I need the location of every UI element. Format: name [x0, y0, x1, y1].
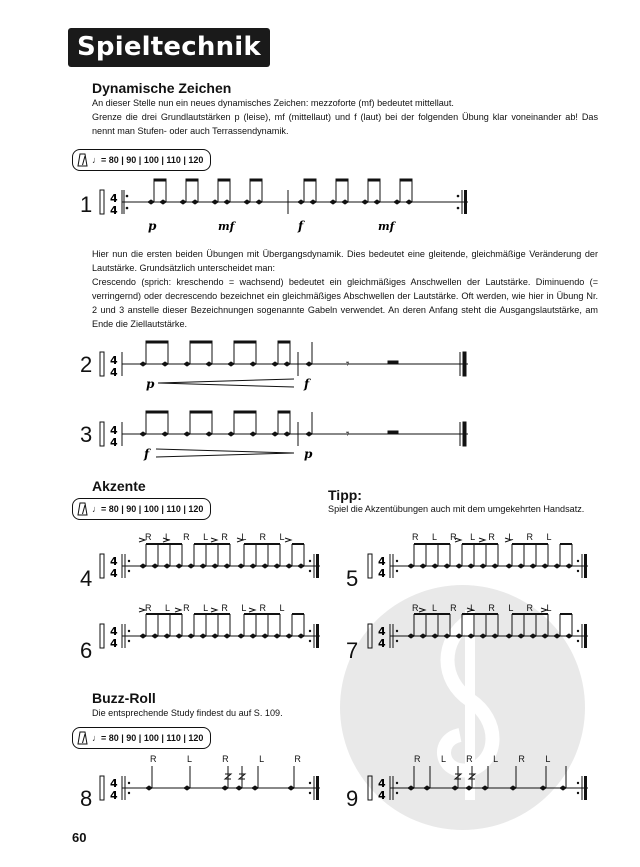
svg-text:4: 4	[110, 567, 118, 580]
page-title: Spieltechnik	[68, 28, 270, 67]
tip-heading: Tipp:	[328, 487, 362, 503]
tip-text: Spiel die Akzentübungen auch mit dem umgekehrten Handsatz.	[328, 504, 585, 514]
svg-text:mf: mf	[218, 220, 235, 233]
svg-text:𝄾: 𝄾	[346, 357, 350, 372]
exercise-number: 8	[80, 786, 93, 811]
metronome-icon	[77, 502, 88, 516]
svg-text:4: 4	[110, 555, 118, 568]
sticking: R L R L R L R L	[145, 603, 285, 613]
svg-text:4: 4	[378, 637, 386, 650]
svg-text:4: 4	[110, 366, 118, 379]
svg-text:4: 4	[378, 625, 386, 638]
exercise-number: 2	[80, 352, 93, 377]
tempo-box	[72, 149, 211, 171]
svg-text:4: 4	[110, 789, 118, 802]
metronome-icon	[77, 731, 88, 745]
exercise-2-staff	[98, 336, 478, 396]
sticking: R L R L R L R L	[412, 532, 552, 542]
exercise-1-staff	[98, 172, 478, 242]
svg-text:4: 4	[110, 436, 118, 449]
sticking: R L R L R L R L	[412, 603, 552, 613]
exercise-number: 1	[80, 192, 93, 217]
tempo-label: ♩= 80 | 90 | 100 | 110 | 120	[92, 155, 204, 165]
svg-text:4: 4	[378, 789, 386, 802]
svg-text:4: 4	[110, 424, 118, 437]
sticking: R L R L R L R L	[145, 532, 285, 542]
svg-text:p: p	[146, 377, 155, 391]
svg-text:f: f	[144, 447, 150, 461]
svg-text:4: 4	[110, 204, 118, 217]
paragraph: Crescendo (sprich: kreschendo = wachsend) bedeutet ein gleichmäßiges Anschwellen der Lautstärke. Diminuendo (= verringernd) oder decrescendo bezeichnet ein gleichmäßiges Abschwellen der Lautstärke. Oft werden, wie hier in Übung Nr. 2 und 3 anstelle dieser Bezeichnungen sogenannte Gabeln verwendet. An deren Anfang steht die Ausgangslautstärke, am Ende die Ziellautstärke.	[92, 277, 598, 329]
svg-text:f: f	[298, 219, 304, 233]
exercise-number: 9	[346, 786, 359, 811]
tempo-box	[72, 727, 211, 749]
svg-text:4: 4	[110, 637, 118, 650]
exercise-number: 7	[346, 638, 359, 663]
section-heading-akzente: Akzente	[92, 478, 146, 494]
paragraph: An dieser Stelle nun ein neues dynamisches Zeichen: mezzoforte (mf) bedeutet mittellaut.	[92, 98, 454, 108]
page-number: 60	[72, 830, 87, 845]
svg-text:4: 4	[110, 625, 118, 638]
tempo-label: ♩= 80 | 90 | 100 | 110 | 120	[92, 733, 204, 743]
paragraph: Die entsprechende Study findest du auf S. 109.	[92, 708, 283, 718]
tempo-box	[72, 498, 211, 520]
metronome-icon	[77, 153, 88, 167]
svg-text:4: 4	[378, 567, 386, 580]
tempo-label: ♩= 80 | 90 | 100 | 110 | 120	[92, 504, 204, 514]
svg-text:mf: mf	[378, 220, 395, 233]
exercise-3-staff	[98, 406, 478, 466]
svg-text:p: p	[304, 447, 313, 461]
exercise-number: 5	[346, 566, 359, 591]
svg-text:4: 4	[378, 555, 386, 568]
paragraph: Grenze die drei Grundlautstärken p (leise), mf (mittellaut) und f (laut) bei der folgenden Übung klar voneinander ab! Das nennt man Stufen- oder auch Terrassendynamik.	[92, 112, 598, 136]
exercise-number: 3	[80, 422, 93, 447]
exercise-number: 6	[80, 638, 93, 663]
sticking: R L R L R L	[414, 754, 551, 764]
svg-text:4: 4	[110, 777, 118, 790]
section-heading-buzz-roll: Buzz-Roll	[92, 690, 156, 706]
svg-text:f: f	[304, 377, 310, 391]
svg-text:4: 4	[378, 777, 386, 790]
svg-text:4: 4	[110, 192, 118, 205]
svg-text:4: 4	[110, 354, 118, 367]
exercise-number: 4	[80, 566, 93, 591]
sticking: R L R L R	[150, 754, 301, 764]
svg-text:p: p	[148, 219, 157, 233]
section-heading-dynamik: Dynamische Zeichen	[92, 80, 232, 96]
paragraph: Hier nun die ersten beiden Übungen mit Übergangsdynamik. Dies bedeutet eine gleitende, gleichmäßige Veränderung der Lautstärke. Grundsätzlich unterscheidet man:	[92, 249, 598, 273]
svg-text:𝄾: 𝄾	[346, 427, 350, 442]
